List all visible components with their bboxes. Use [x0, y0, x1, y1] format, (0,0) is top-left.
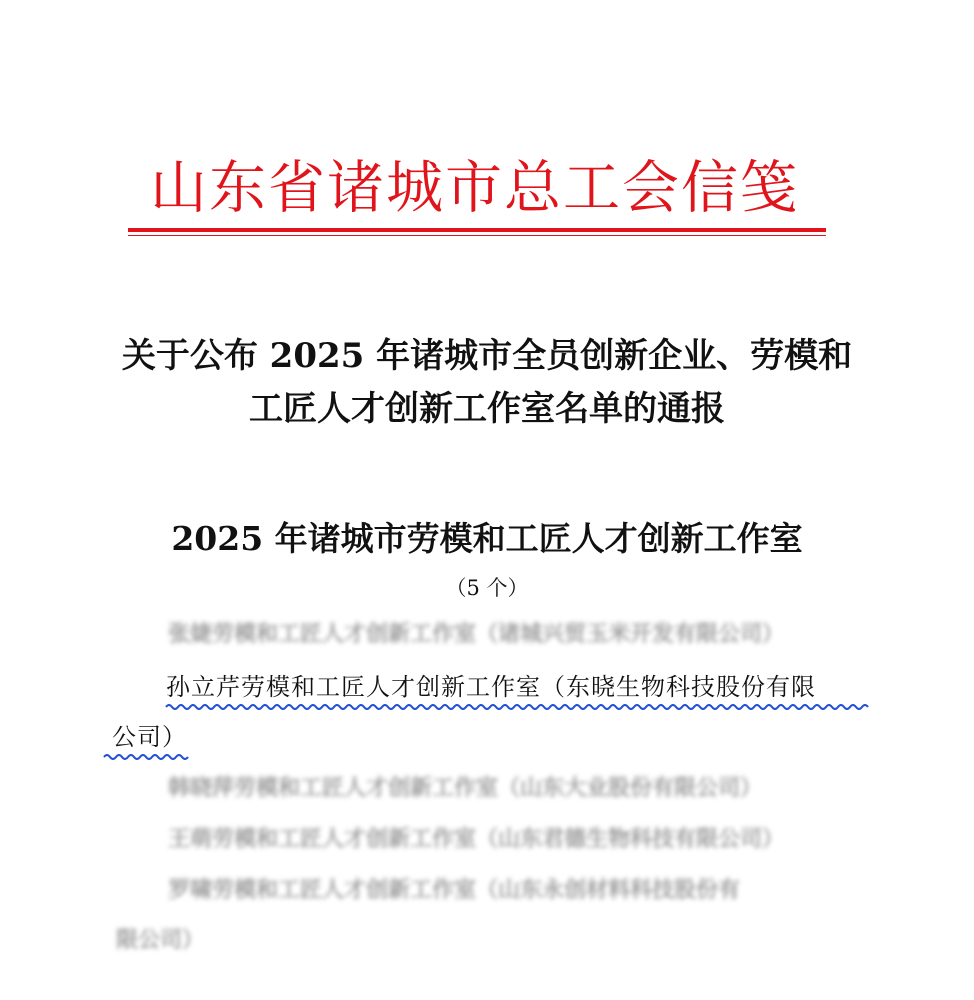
- notice-title-line-2: 工匠人才创新工作室名单的通报: [249, 389, 725, 429]
- squiggle-underline: [166, 702, 868, 712]
- list-item-highlighted-line-1: 孙立芹劳模和工匠人才创新工作室（东晓生物科技股份有限: [166, 673, 816, 701]
- list-item-highlighted-line-2: 公司）: [112, 723, 187, 751]
- list-item-blurred: 张婕劳模和工匠人才创新工作室（诸城兴贸玉米开发有限公司）: [168, 621, 785, 647]
- notice-title-line-1: 关于公布 2025 年诸城市全员创新企业、劳模和: [121, 336, 853, 376]
- list-item-blurred: 王萌劳模和工匠人才创新工作室（山东君德生物科技有限公司）: [168, 826, 785, 852]
- section-count: （5 个）: [445, 576, 529, 600]
- letterhead-title: 山东省诸城市总工会信笺: [150, 155, 799, 221]
- letterhead-rule-thin: [128, 235, 826, 236]
- section-title: 2025 年诸城市劳模和工匠人才创新工作室: [171, 519, 803, 558]
- list-item-blurred-line-1: 罗啸劳模和工匠人才创新工作室（山东永创材料科技股份有: [168, 877, 741, 903]
- squiggle-underline: [104, 752, 190, 762]
- letterhead-rule-thick: [128, 228, 826, 232]
- list-item-blurred: 韩晓萍劳模和工匠人才创新工作室（山东大业股份有限公司）: [168, 775, 763, 801]
- list-item-blurred-line-2: 限公司）: [116, 927, 205, 953]
